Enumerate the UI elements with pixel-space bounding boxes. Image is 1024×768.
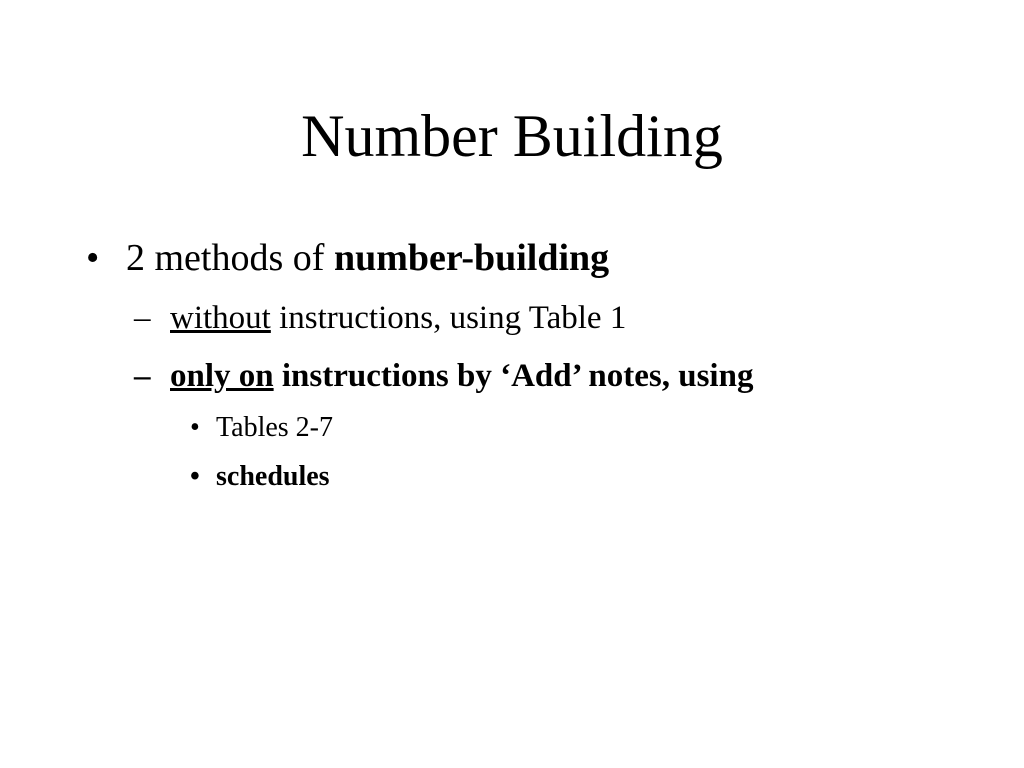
subbullet-only-on xyxy=(134,355,753,397)
bullet-marker: • xyxy=(86,237,100,279)
underlined-term: without xyxy=(170,300,271,336)
subbullet-text: instructions, using Table 1 xyxy=(270,300,627,336)
subbullet-text: instructions by ‘Add’ notes, using xyxy=(273,358,754,394)
dash-marker: – xyxy=(134,300,151,336)
subsubbullet-text: Tables 2-7 xyxy=(216,412,334,443)
subsubbullet-schedules xyxy=(190,459,330,495)
bullet-marker: • xyxy=(190,412,200,443)
bullet-bold-term: number-building xyxy=(333,237,610,279)
subsubbullet-tables xyxy=(190,410,333,446)
bullet-level1 xyxy=(86,234,609,282)
subbullet-without xyxy=(134,297,626,339)
bullet-marker: • xyxy=(190,461,200,492)
underlined-term: only on xyxy=(170,358,274,394)
bullet-text: 2 methods of xyxy=(126,237,334,279)
dash-marker: – xyxy=(134,358,151,394)
subsubbullet-text: schedules xyxy=(216,461,330,492)
slide-title: Number Building xyxy=(301,103,723,169)
